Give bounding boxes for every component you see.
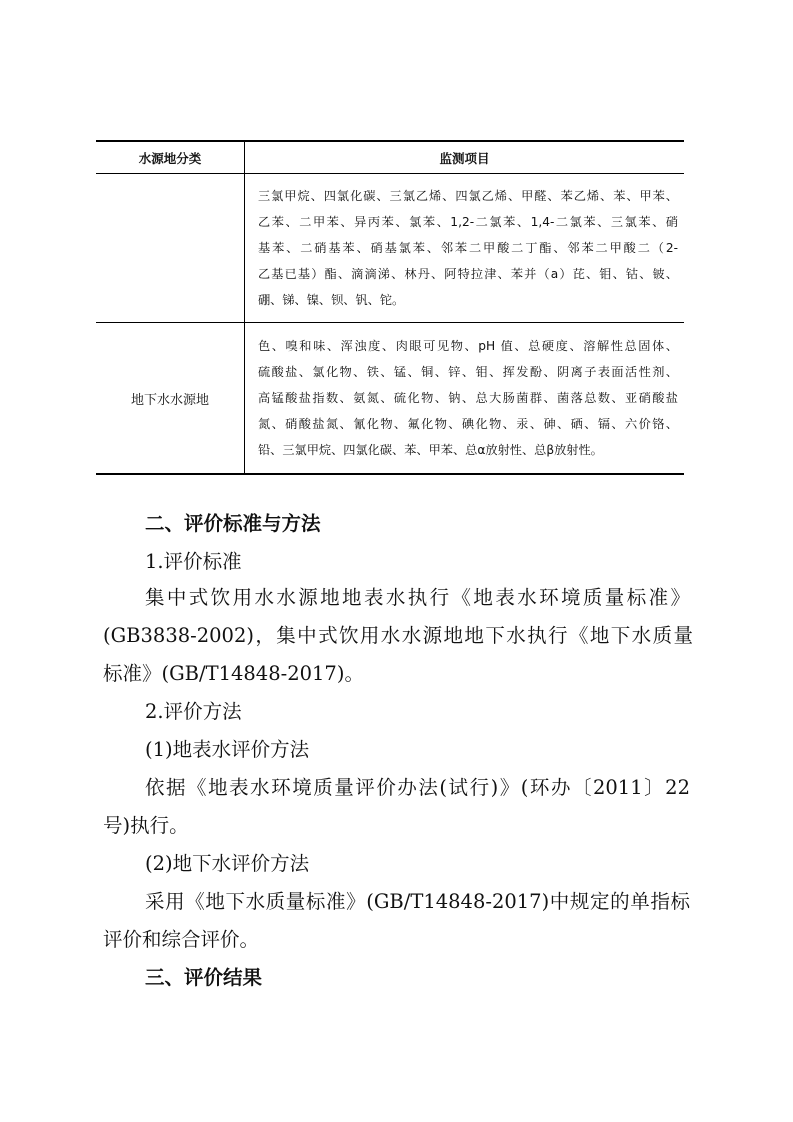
subheading-groundwater: (2)地下水评价方法: [145, 852, 310, 875]
item-line: 硼、锑、镍、钡、钒、铊。: [258, 293, 405, 307]
item-line: 乙苯、二甲苯、异丙苯、氯苯、1,2-二氯苯、1,4-二氯苯、三氯苯、硝: [258, 215, 678, 229]
subheading-standard: 1.评价标准: [145, 550, 242, 573]
row-items: [245, 174, 685, 323]
subheading-surface-water: (1)地表水评价方法: [145, 738, 310, 761]
item-line: 氮、硝酸盐氮、氰化物、氟化物、碘化物、汞、砷、硒、镉、六价铬、: [258, 417, 678, 431]
item-line: 硫酸盐、氯化物、铁、锰、铜、锌、钼、挥发酚、阴离子表面活性剂、: [258, 365, 678, 379]
paragraph-line: 集中式饮用水水源地地表水执行《地表水环境质量标准》: [145, 586, 690, 609]
item-line: 三氯甲烷、四氯化碳、三氯乙烯、四氯乙烯、甲醛、苯乙烯、苯、甲苯、: [258, 189, 678, 203]
table-row: [96, 174, 684, 323]
paragraph-line: 标准》(GB/T14848-2017)。: [103, 662, 364, 685]
subheading-method: 2.评价方法: [145, 700, 242, 723]
paragraph-line: 依据《地表水环境质量评价办法(试行)》(环办〔2011〕22: [145, 776, 690, 799]
monitoring-items-table: [96, 140, 684, 475]
item-line: 基苯、二硝基苯、硝基氯苯、邻苯二甲酸二丁酯、邻苯二甲酸二（2-: [258, 241, 678, 255]
header-source-category: 水源地分类: [96, 141, 245, 174]
row-category: [96, 174, 245, 323]
item-line: 高锰酸盐指数、氨氮、硫化物、钠、总大肠菌群、菌落总数、亚硝酸盐: [258, 391, 678, 405]
section2-heading: 二、评价标准与方法: [145, 512, 321, 535]
header-monitoring-items: 监测项目: [245, 141, 685, 174]
table-row: [96, 323, 684, 475]
row-items: [245, 323, 685, 475]
paragraph-line: 评价和综合评价。: [103, 928, 260, 951]
section3-heading: 三、评价结果: [145, 966, 263, 989]
item-line: 色、嗅和味、浑浊度、肉眼可见物、pH 值、总硬度、溶解性总固体、: [258, 339, 678, 353]
row-category: 地下水水源地: [96, 323, 245, 475]
paragraph-line: 号)执行。: [103, 814, 189, 837]
table-header-row: [96, 141, 684, 174]
item-line: 铅、三氯甲烷、四氯化碳、苯、甲苯、总α放射性、总β放射性。: [258, 443, 603, 457]
item-line: 乙基已基）酯、滴滴涕、林丹、阿特拉津、苯并（a）芘、钼、钴、铍、: [258, 267, 678, 281]
paragraph-line: 采用《地下水质量标准》(GB/T14848-2017)中规定的单指标: [145, 890, 690, 913]
paragraph-line: (GB3838-2002)，集中式饮用水水源地地下水执行《地下水质量: [103, 624, 693, 647]
